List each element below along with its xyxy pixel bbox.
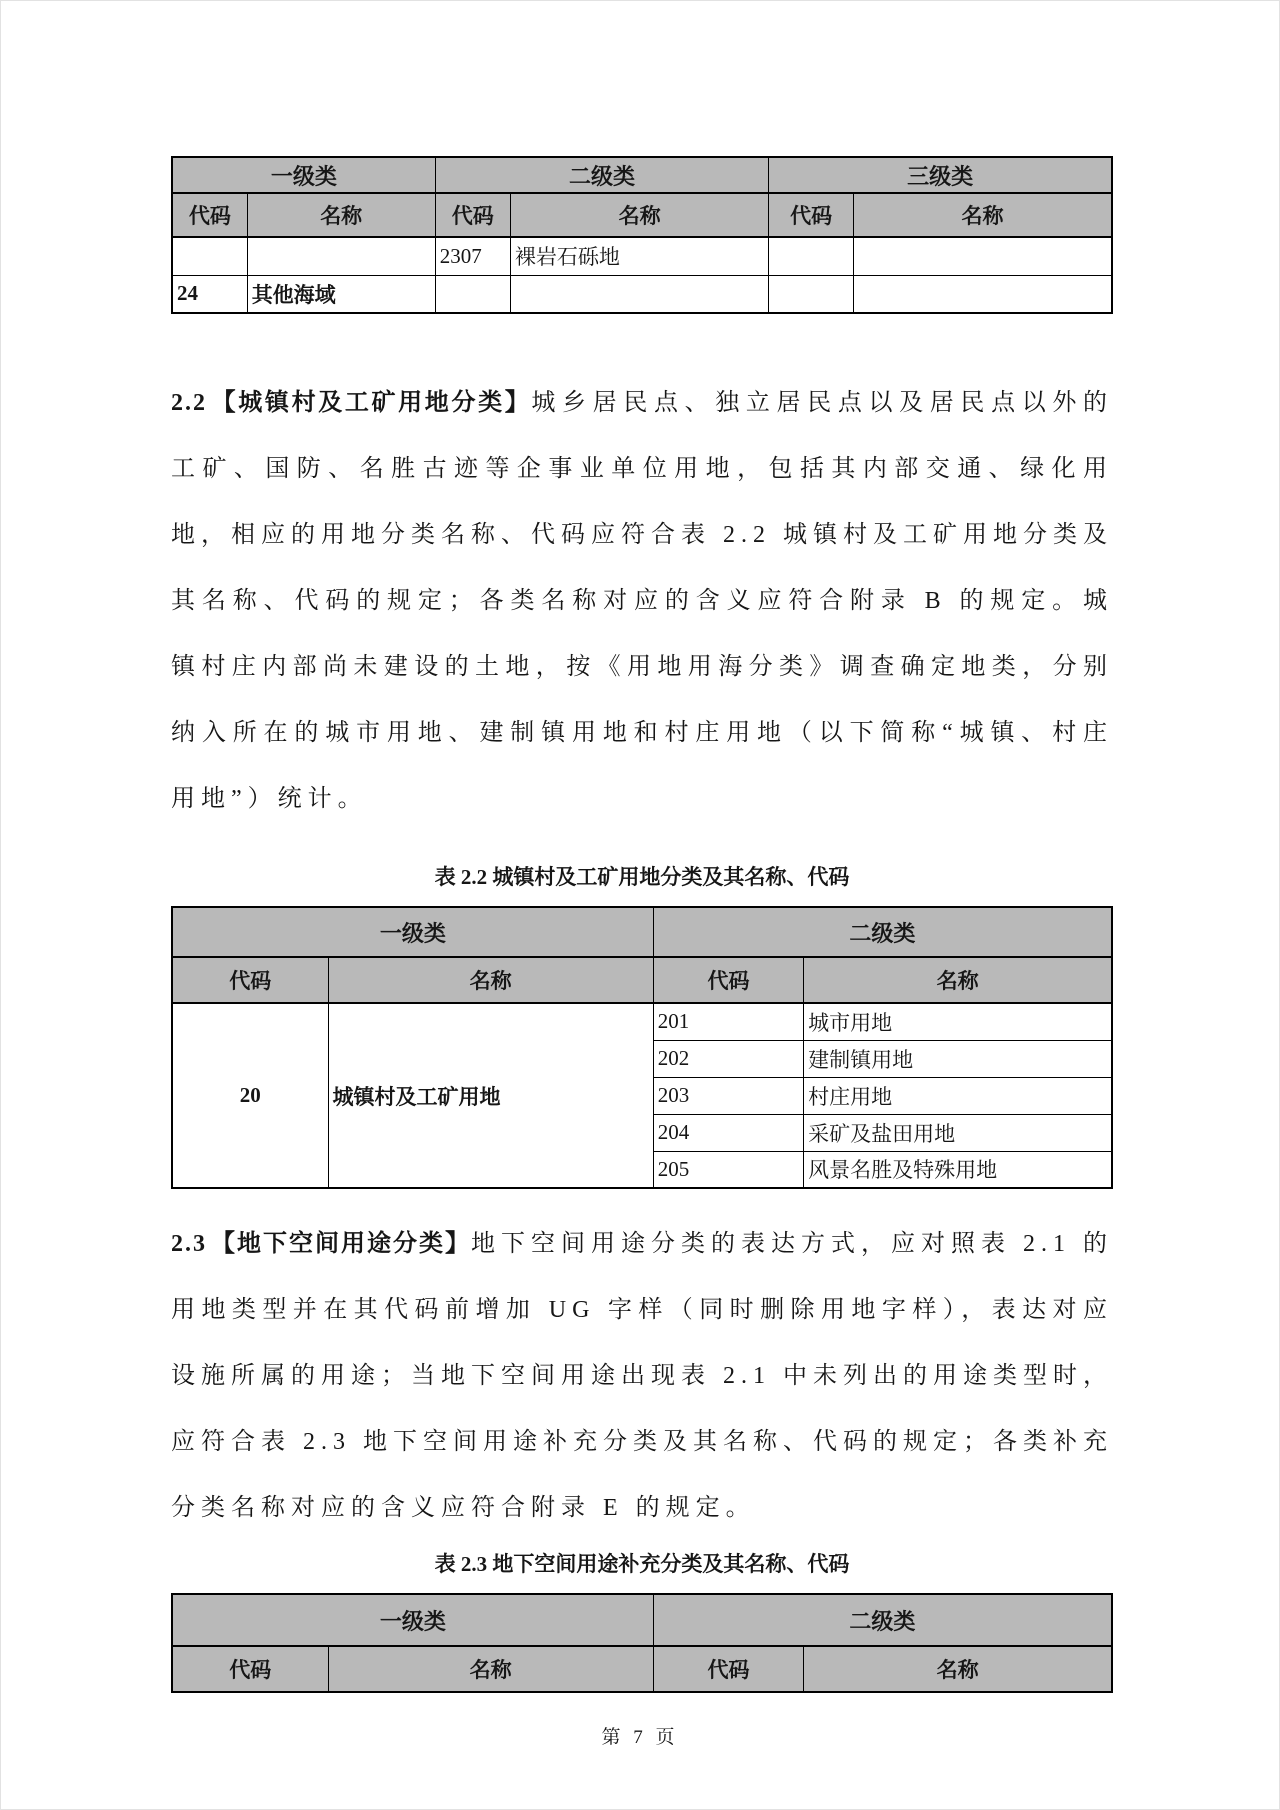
group-header-level2: 二级类 (653, 907, 1112, 957)
name-cell: 风景名胜及特殊用地 (804, 1151, 1112, 1188)
code-cell: 201 (653, 1003, 803, 1040)
section-2-3-number: 2.3 (171, 1231, 207, 1257)
table-2-3-underground-space-use (171, 1593, 1113, 1693)
table-2-2-urban-rural-mining-land (171, 906, 1113, 1189)
col-header-code: 代码 (435, 193, 510, 237)
code-cell: 202 (653, 1040, 803, 1077)
col-header-code: 代码 (172, 1646, 328, 1692)
col-header-name: 名称 (328, 1646, 653, 1692)
col-header-code: 代码 (653, 957, 803, 1003)
col-header-name: 名称 (853, 193, 1112, 237)
group-header-level2: 二级类 (653, 1594, 1112, 1646)
group-header-level3: 三级类 (769, 157, 1112, 193)
table-group-header-row (172, 157, 1112, 193)
name-cell: 村庄用地 (804, 1077, 1112, 1114)
name-cell: 建制镇用地 (804, 1040, 1112, 1077)
page-content (171, 1, 1113, 1693)
col-header-code: 代码 (769, 193, 854, 237)
empty-cell (853, 237, 1112, 275)
level1-name-cell: 城镇村及工矿用地 (328, 1003, 653, 1188)
code-cell: 24 (172, 275, 247, 313)
group-header-level1: 一级类 (172, 907, 653, 957)
group-header-level1: 一级类 (172, 1594, 653, 1646)
table-group-header-row (172, 1594, 1112, 1646)
section-2-2-title: 【城镇村及工矿用地分类】 (211, 389, 532, 416)
table-row (172, 1003, 1112, 1040)
col-header-name: 名称 (804, 957, 1112, 1003)
code-cell: 205 (653, 1151, 803, 1188)
table-group-header-row (172, 907, 1112, 957)
col-header-code: 代码 (653, 1646, 803, 1692)
empty-cell (247, 237, 435, 275)
section-2-2-paragraph (171, 370, 1113, 832)
empty-cell (172, 237, 247, 275)
col-header-name: 名称 (328, 957, 653, 1003)
empty-cell (435, 275, 510, 313)
level1-code-cell: 20 (172, 1003, 328, 1188)
code-cell: 203 (653, 1077, 803, 1114)
table-sub-header-row (172, 1646, 1112, 1692)
name-cell: 采矿及盐田用地 (804, 1114, 1112, 1151)
section-2-2-number: 2.2 (171, 390, 207, 416)
col-header-code: 代码 (172, 193, 247, 237)
empty-cell (853, 275, 1112, 313)
table-row (172, 237, 1112, 275)
empty-cell (510, 275, 769, 313)
section-2-3-paragraph (171, 1211, 1113, 1541)
section-2-2-body-text: 城乡居民点、独立居民点以及居民点以外的工矿、国防、名胜古迹等企事业单位用地，包括其内部交通、绿化用地，相应的用地分类名称、代码应符合表 2.2 城镇村及工矿用地分类及其名称、代码的规定；各类名称对应的含义应符合附录 B 的规定。城镇村庄内部尚未建设的土地，按《用地用海分类》调查确定地类，分别纳入所在的城市用地、建制镇用地和村庄用地（以下简称“城镇、村庄用地”）统计。 (171, 390, 1114, 812)
table-sub-header-row (172, 957, 1112, 1003)
empty-cell (769, 237, 854, 275)
code-cell: 2307 (435, 237, 510, 275)
name-cell: 其他海域 (247, 275, 435, 313)
col-header-name: 名称 (804, 1646, 1112, 1692)
empty-cell (769, 275, 854, 313)
section-2-3-title: 【地下空间用途分类】 (211, 1230, 471, 1257)
land-sea-classification-table-fragment (171, 156, 1113, 314)
section-2-3-body-text: 地下空间用途分类的表达方式，应对照表 2.1 的用地类型并在其代码前增加 UG 字样（同时删除用地字样），表达对应设施所属的用途；当地下空间用途出现表 2.1 中未列出的用途类型时，应符合表 2.3 地下空间用途补充分类及其名称、代码的规定；各类补充分类名称对应的含义应符合附录 E 的规定。 (171, 1231, 1113, 1521)
table-sub-header-row (172, 193, 1112, 237)
group-header-level1: 一级类 (172, 157, 435, 193)
table-row (172, 275, 1112, 313)
col-header-name: 名称 (247, 193, 435, 237)
table-2-2-caption: 表 2.2 城镇村及工矿用地分类及其名称、代码 (434, 865, 850, 889)
page-number: 第 7 页 (601, 1727, 679, 1748)
table-2-3-caption: 表 2.3 地下空间用途补充分类及其名称、代码 (434, 1552, 850, 1576)
col-header-code: 代码 (172, 957, 328, 1003)
name-cell: 城市用地 (804, 1003, 1112, 1040)
name-cell: 裸岩石砾地 (510, 237, 769, 275)
code-cell: 204 (653, 1114, 803, 1151)
col-header-name: 名称 (510, 193, 769, 237)
group-header-level2: 二级类 (435, 157, 769, 193)
